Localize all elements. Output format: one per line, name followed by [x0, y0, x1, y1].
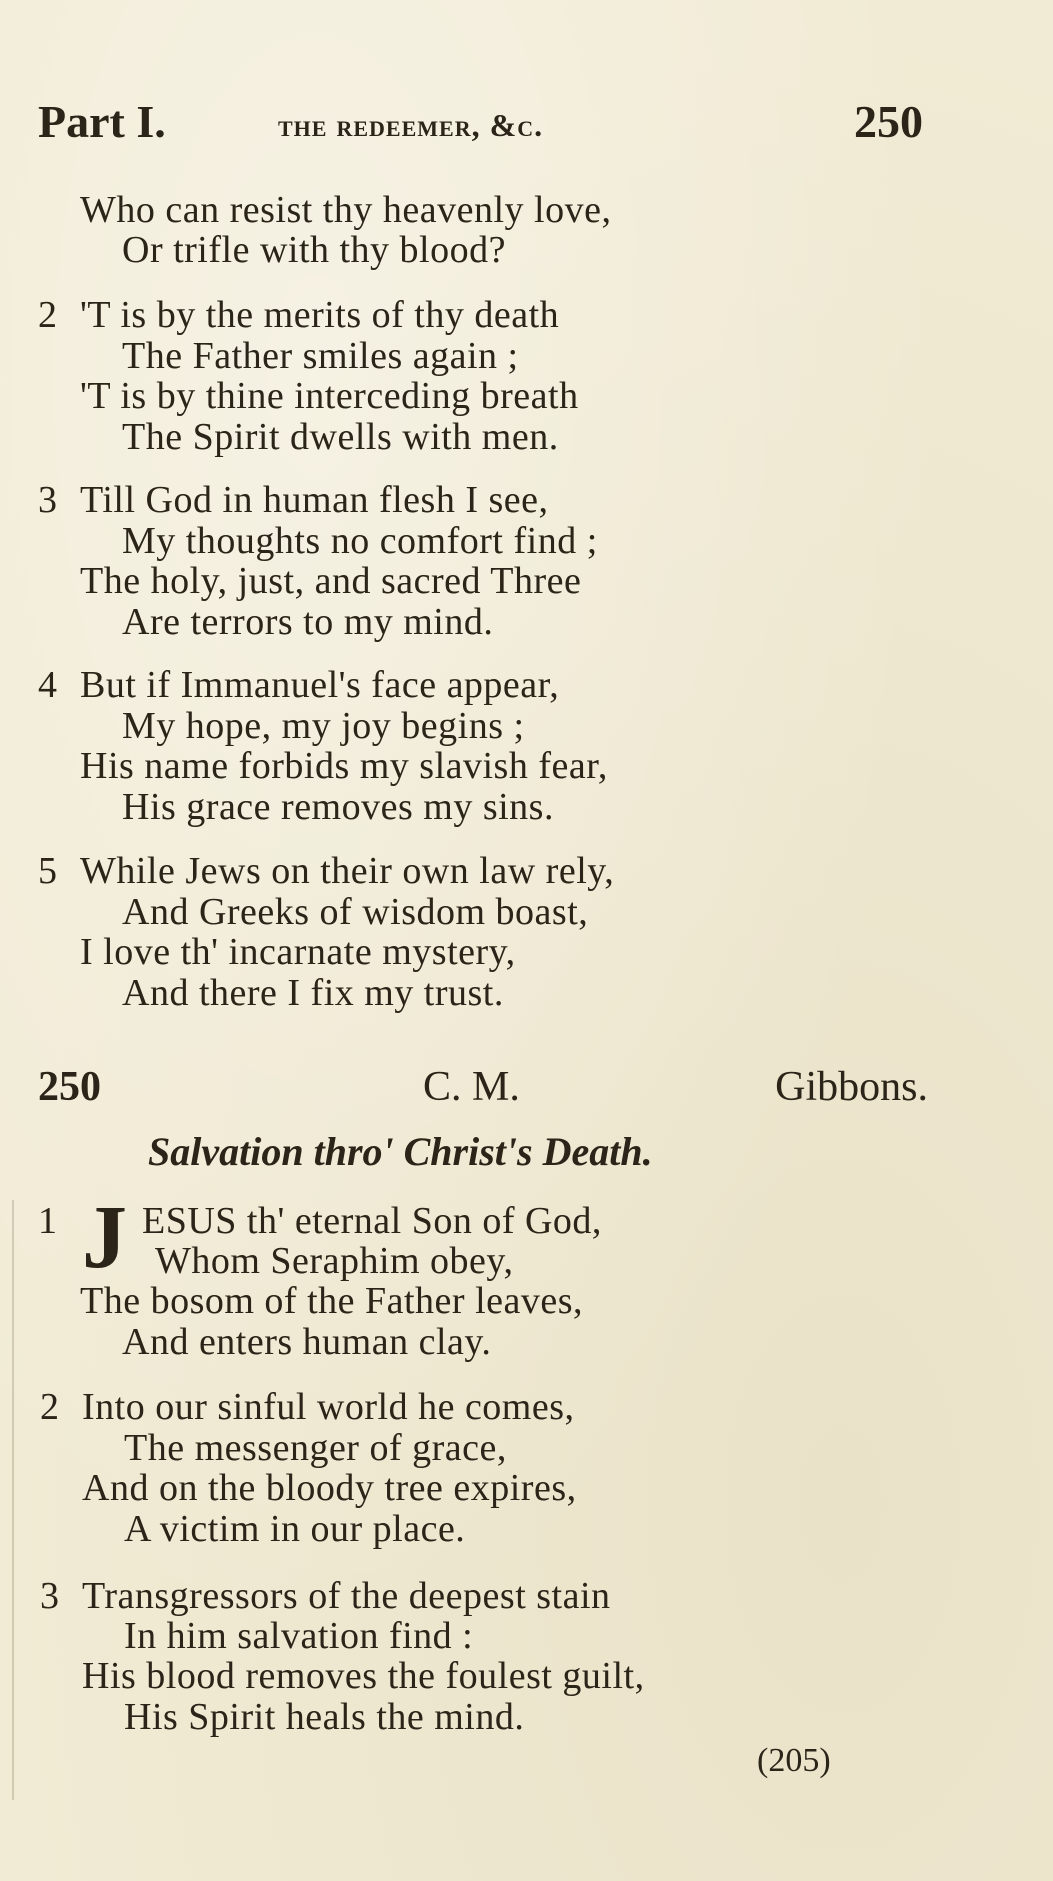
- verse-line: Are terrors to my mind.: [122, 601, 494, 643]
- verse-line: ESUS th' eternal Son of God,: [142, 1200, 602, 1242]
- verse-line: And on the bloody tree expires,: [82, 1467, 577, 1509]
- verse-line: 'T is by the merits of thy death: [80, 294, 560, 336]
- verse-line: Transgressors of the deepest stain: [82, 1575, 611, 1617]
- verse-line: His blood removes the foulest guilt,: [82, 1655, 645, 1697]
- verse-number: 2: [40, 1386, 59, 1428]
- verse-line: My thoughts no comfort find ;: [122, 520, 598, 562]
- verse-line: Till God in human flesh I see,: [80, 479, 549, 521]
- drop-cap: J: [82, 1188, 127, 1287]
- verse-line: 'T is by thine interceding breath: [80, 375, 579, 417]
- hymn-heading: [38, 1063, 928, 1113]
- hymn-title: Salvation thro' Christ's Death.: [148, 1129, 653, 1174]
- hymn-meter: C. M.: [423, 1064, 520, 1110]
- verse-line: The Spirit dwells with men.: [122, 416, 559, 458]
- carryover-line: Who can resist thy heavenly love,: [80, 189, 612, 231]
- verse-number: 3: [38, 479, 57, 521]
- running-header: [38, 95, 923, 155]
- verse-line: My hope, my joy begins ;: [122, 705, 525, 747]
- verse-line: And enters human clay.: [122, 1321, 492, 1363]
- page-number: 250: [854, 96, 923, 147]
- verse-number: 4: [38, 664, 57, 706]
- verse-line: The Father smiles again ;: [122, 335, 519, 377]
- verse-line: While Jews on their own law rely,: [80, 850, 615, 892]
- binding-shadow: [12, 1200, 14, 1800]
- verse-line: Whom Seraphim obey,: [155, 1240, 514, 1282]
- verse-number: 3: [40, 1575, 59, 1617]
- verse-line: And there I fix my trust.: [122, 972, 504, 1014]
- verse-line: His name forbids my slavish fear,: [80, 745, 608, 787]
- verse-line: I love th' incarnate mystery,: [80, 931, 516, 973]
- hymn-composer: Gibbons.: [775, 1064, 928, 1110]
- running-title: the redeemer, &c.: [278, 107, 544, 143]
- verse-line: In him salvation find :: [124, 1615, 474, 1657]
- verse-line: A victim in our place.: [124, 1508, 466, 1550]
- verse-line: But if Immanuel's face appear,: [80, 664, 560, 706]
- folio-number: (205): [757, 1742, 831, 1779]
- verse-number: 1: [38, 1200, 57, 1242]
- carryover-line: Or trifle with thy blood?: [122, 229, 506, 271]
- verse-line: The bosom of the Father leaves,: [80, 1280, 584, 1322]
- part-label: Part I.: [38, 96, 166, 147]
- hymn-number: 250: [38, 1064, 101, 1110]
- verse-number: 5: [38, 850, 57, 892]
- verse-line: The messenger of grace,: [124, 1427, 507, 1469]
- verse-line: The holy, just, and sacred Three: [80, 560, 582, 602]
- verse-line: His grace removes my sins.: [122, 786, 554, 828]
- verse-line: Into our sinful world he comes,: [82, 1386, 575, 1428]
- verse-line: And Greeks of wisdom boast,: [122, 891, 589, 933]
- verse-line: His Spirit heals the mind.: [124, 1696, 525, 1738]
- verse-number: 2: [38, 294, 57, 336]
